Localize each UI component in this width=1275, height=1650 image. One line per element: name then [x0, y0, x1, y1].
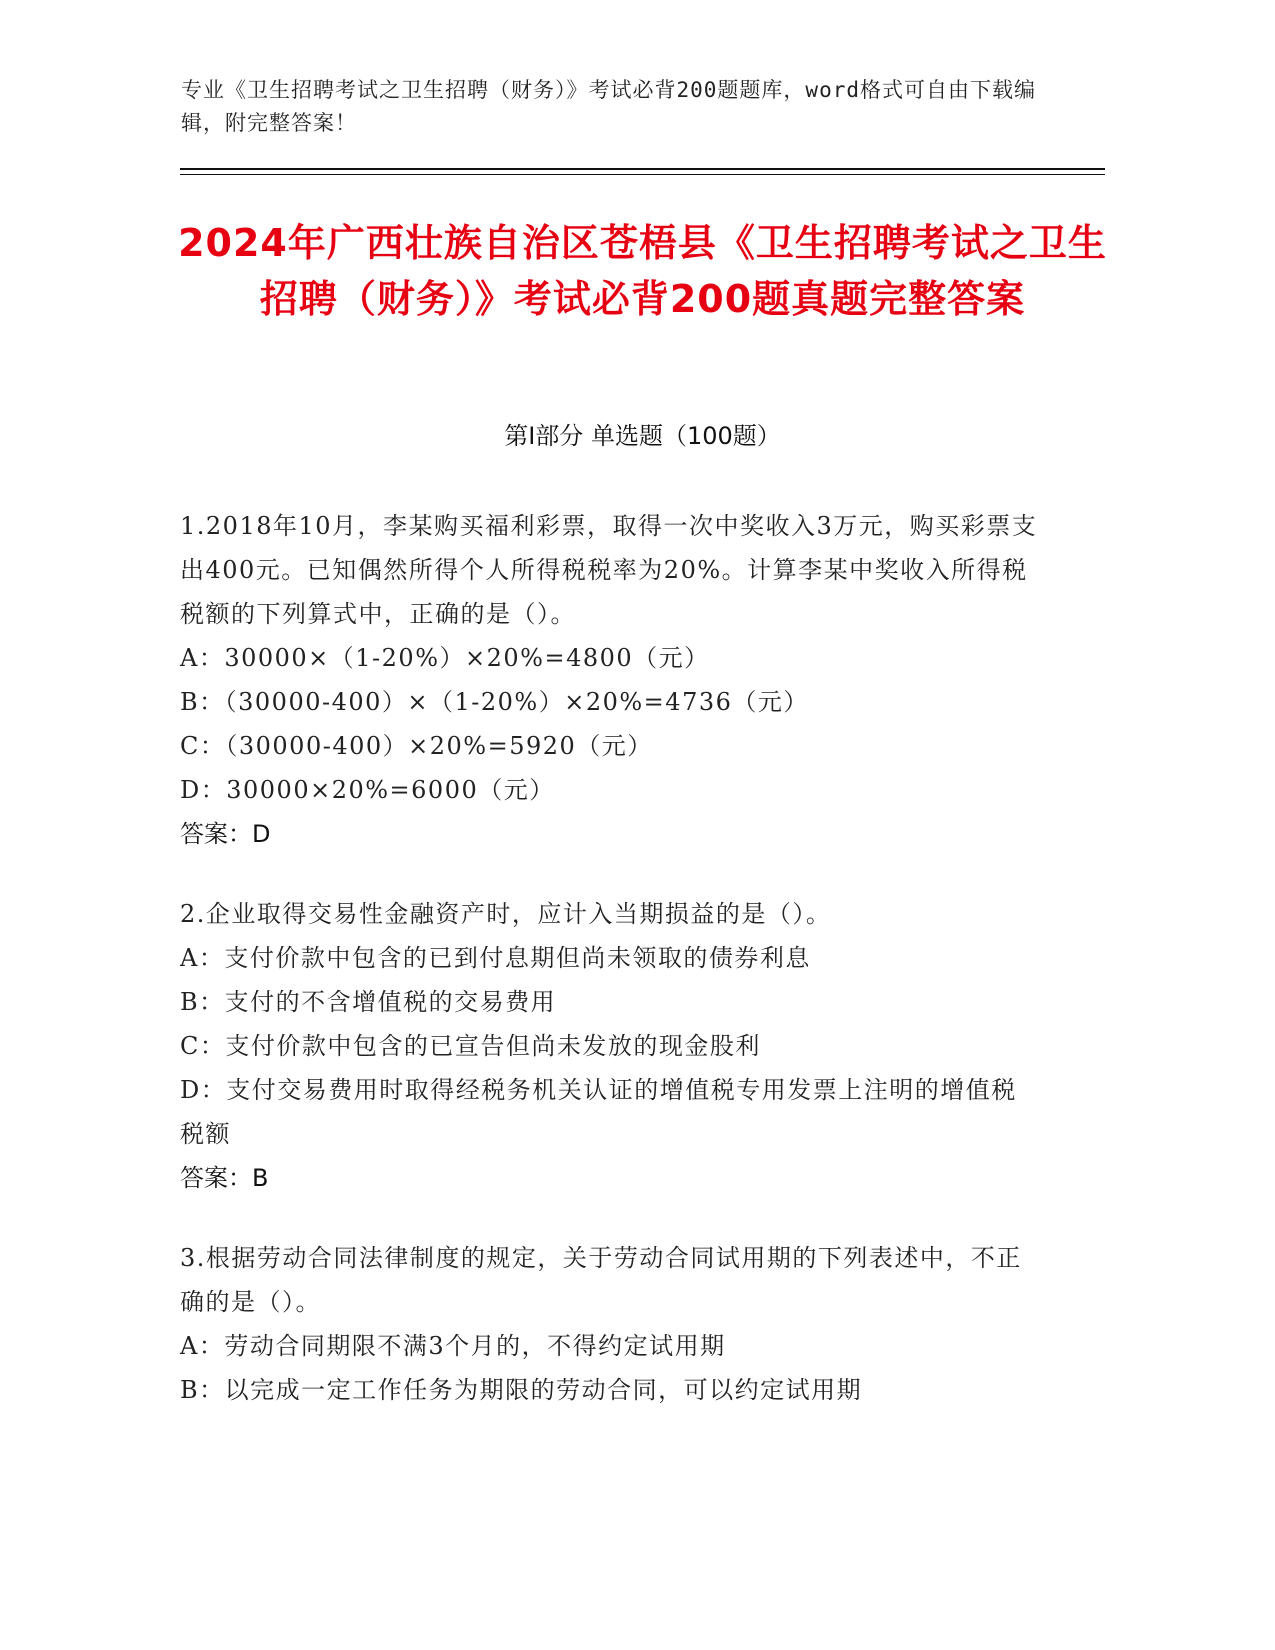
question-option: B：支付的不含增值税的交易费用 [180, 988, 557, 1016]
header-note: 专业《卫生招聘考试之卫生招聘（财务）》考试必背200题题库，word格式可自由下载编辑，附完整答案！ [181, 78, 1036, 135]
main-title: 2024年广西壮族自治区苍梧县《卫生招聘考试之卫生招聘（财务）》考试必背200题真题完整答案 [178, 221, 1107, 321]
section-title: 第I部分 单选题（100题） [504, 422, 781, 450]
question-option: B：以完成一定工作任务为期限的劳动合同，可以约定试用期 [180, 1376, 863, 1404]
question-option: C：支付价款中包含的已宣告但尚未发放的现金股利 [180, 1032, 761, 1060]
question-answer: 答案：D [180, 820, 271, 848]
question-list [180, 504, 1040, 1448]
question-option: A：劳动合同期限不满3个月的，不得约定试用期 [180, 1332, 726, 1360]
question-block [180, 1236, 1040, 1412]
question-option: C：（30000-400）×20%=5920（元） [180, 732, 653, 760]
question-block [180, 892, 1040, 1200]
question-block [180, 504, 1040, 856]
question-answer: 答案：B [180, 1164, 269, 1192]
question-option: A：支付价款中包含的已到付息期但尚未领取的债券利息 [180, 944, 811, 972]
question-stem: 2.企业取得交易性金融资产时，应计入当期损益的是（）。 [180, 900, 832, 928]
question-stem: 3.根据劳动合同法律制度的规定，关于劳动合同试用期的下列表述中，不正确的是（）。 [180, 1244, 1022, 1316]
question-option: B：（30000-400）×（1-20%）×20%=4736（元） [180, 688, 809, 716]
question-option: A：30000×（1-20%）×20%=4800（元） [180, 644, 710, 672]
header-rule-thick [180, 168, 1105, 170]
header-rule-thin [180, 174, 1105, 175]
question-option: D：支付交易费用时取得经税务机关认证的增值税专用发票上注明的增值税税额 [180, 1076, 1017, 1148]
question-stem: 1.2018年10月，李某购买福利彩票，取得一次中奖收入3万元，购买彩票支出400元。已知偶然所得个人所得税税率为20%。计算李某中奖收入所得税税额的下列算式中，正确的是（）。 [180, 512, 1038, 628]
question-option: D：30000×20%=6000（元） [180, 776, 555, 804]
